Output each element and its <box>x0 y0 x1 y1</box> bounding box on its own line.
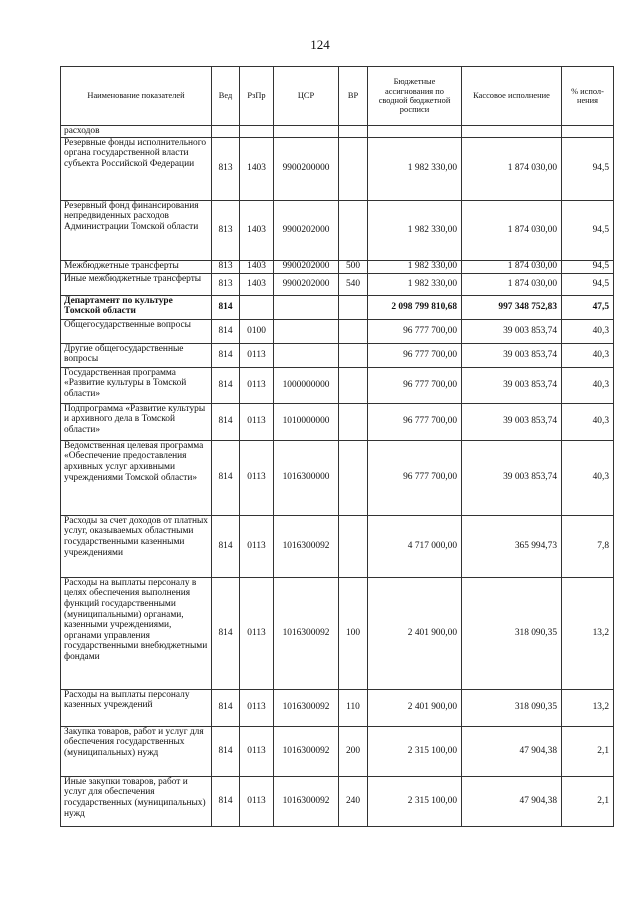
row-percent: 40,3 <box>562 343 614 367</box>
row-rzpr: 0113 <box>240 726 274 776</box>
table-row <box>61 295 614 319</box>
table-row <box>61 319 614 343</box>
row-percent: 7,8 <box>562 515 614 577</box>
row-percent: 94,5 <box>562 200 614 260</box>
row-ved <box>212 126 240 138</box>
row-csr: 1010000000 <box>274 403 339 440</box>
row-percent: 47,5 <box>562 295 614 319</box>
table-row <box>61 200 614 260</box>
row-ved: 814 <box>212 319 240 343</box>
row-rzpr: 0113 <box>240 689 274 726</box>
table-row <box>61 367 614 403</box>
header-percent: % испол-нения <box>562 67 614 126</box>
row-budget: 96 777 700,00 <box>368 319 462 343</box>
row-percent: 40,3 <box>562 403 614 440</box>
row-name: Подпрограмма «Развитие культуры и архивного дела в Томской области» <box>61 403 212 440</box>
row-name: Ведомственная целевая программа «Обеспечение предоставления архивных услуг архивными учреждениями Томской области» <box>61 440 212 515</box>
row-csr <box>274 343 339 367</box>
row-budget: 96 777 700,00 <box>368 440 462 515</box>
row-cash: 1 874 030,00 <box>462 200 562 260</box>
row-percent: 2,1 <box>562 776 614 826</box>
header-name: Наименование показателей <box>61 67 212 126</box>
row-rzpr: 1403 <box>240 260 274 273</box>
page-number: 124 <box>310 37 330 52</box>
row-rzpr: 0113 <box>240 367 274 403</box>
header-budget: Бюджетные ассигнования по сводной бюджетной росписи <box>368 67 462 126</box>
row-csr: 1016300092 <box>274 515 339 577</box>
row-csr: 1016300092 <box>274 577 339 689</box>
row-cash: 1 874 030,00 <box>462 137 562 200</box>
table-body <box>61 126 614 827</box>
header-vr: ВР <box>339 67 368 126</box>
row-vr <box>339 403 368 440</box>
row-ved: 814 <box>212 689 240 726</box>
row-name: Государственная программа «Развитие культуры в Томской области» <box>61 367 212 403</box>
row-ved: 814 <box>212 515 240 577</box>
row-rzpr <box>240 126 274 138</box>
row-cash: 39 003 853,74 <box>462 319 562 343</box>
row-name: расходов <box>61 126 212 138</box>
row-budget: 1 982 330,00 <box>368 137 462 200</box>
row-ved: 814 <box>212 577 240 689</box>
header-cash: Кассовое исполнение <box>462 67 562 126</box>
row-budget: 1 982 330,00 <box>368 273 462 295</box>
row-vr: 500 <box>339 260 368 273</box>
row-rzpr <box>240 295 274 319</box>
row-ved: 814 <box>212 295 240 319</box>
row-percent: 40,3 <box>562 319 614 343</box>
row-ved: 814 <box>212 776 240 826</box>
table-row <box>61 577 614 689</box>
row-name: Закупка товаров, работ и услуг для обеспечения государственных (муниципальных) нужд <box>61 726 212 776</box>
table-row <box>61 137 614 200</box>
row-cash: 997 348 752,83 <box>462 295 562 319</box>
table-row <box>61 689 614 726</box>
row-name: Иные межбюджетные трансферты <box>61 273 212 295</box>
row-vr <box>339 440 368 515</box>
row-percent: 13,2 <box>562 689 614 726</box>
row-vr <box>339 137 368 200</box>
row-csr: 1016300092 <box>274 689 339 726</box>
row-rzpr: 0113 <box>240 440 274 515</box>
table-row <box>61 776 614 826</box>
row-percent <box>562 126 614 138</box>
row-name: Департамент по культуре Томской области <box>61 295 212 319</box>
row-name: Другие общегосударственные вопросы <box>61 343 212 367</box>
row-budget: 96 777 700,00 <box>368 343 462 367</box>
header-rzpr: РзПр <box>240 67 274 126</box>
row-budget: 2 315 100,00 <box>368 776 462 826</box>
row-percent: 94,5 <box>562 273 614 295</box>
row-rzpr: 0113 <box>240 776 274 826</box>
row-csr: 9900202000 <box>274 200 339 260</box>
row-vr: 110 <box>339 689 368 726</box>
row-vr <box>339 295 368 319</box>
header-csr: ЦСР <box>274 67 339 126</box>
row-csr: 9900202000 <box>274 273 339 295</box>
row-csr: 1016300000 <box>274 440 339 515</box>
row-cash: 318 090,35 <box>462 577 562 689</box>
row-percent: 94,5 <box>562 260 614 273</box>
row-name: Резервные фонды исполнительного органа государственной власти субъекта Российской Федерации <box>61 137 212 200</box>
row-csr: 1016300092 <box>274 776 339 826</box>
row-cash: 365 994,73 <box>462 515 562 577</box>
table-row <box>61 343 614 367</box>
row-budget: 1 982 330,00 <box>368 260 462 273</box>
row-budget: 96 777 700,00 <box>368 403 462 440</box>
row-vr <box>339 367 368 403</box>
row-budget <box>368 126 462 138</box>
row-name: Расходы на выплаты персоналу казенных учреждений <box>61 689 212 726</box>
row-name: Межбюджетные трансферты <box>61 260 212 273</box>
row-csr: 1000000000 <box>274 367 339 403</box>
row-vr: 200 <box>339 726 368 776</box>
row-rzpr: 0113 <box>240 515 274 577</box>
table-row <box>61 440 614 515</box>
row-percent: 2,1 <box>562 726 614 776</box>
row-rzpr: 1403 <box>240 273 274 295</box>
row-vr <box>339 126 368 138</box>
row-ved: 813 <box>212 200 240 260</box>
row-percent: 40,3 <box>562 367 614 403</box>
row-budget: 96 777 700,00 <box>368 367 462 403</box>
row-cash: 1 874 030,00 <box>462 273 562 295</box>
row-name: Расходы за счет доходов от платных услуг, оказываемых областными государственными казенными учреждениями <box>61 515 212 577</box>
row-csr <box>274 126 339 138</box>
budget-table <box>60 66 614 827</box>
row-budget: 2 401 900,00 <box>368 577 462 689</box>
row-ved: 813 <box>212 137 240 200</box>
row-vr: 100 <box>339 577 368 689</box>
row-rzpr: 1403 <box>240 200 274 260</box>
row-csr <box>274 295 339 319</box>
row-rzpr: 0100 <box>240 319 274 343</box>
row-ved: 813 <box>212 273 240 295</box>
row-vr: 540 <box>339 273 368 295</box>
row-cash: 47 904,38 <box>462 776 562 826</box>
row-percent: 94,5 <box>562 137 614 200</box>
row-rzpr: 1403 <box>240 137 274 200</box>
row-budget: 4 717 000,00 <box>368 515 462 577</box>
row-budget: 2 401 900,00 <box>368 689 462 726</box>
row-rzpr: 0113 <box>240 577 274 689</box>
row-ved: 814 <box>212 440 240 515</box>
row-vr <box>339 515 368 577</box>
row-percent: 13,2 <box>562 577 614 689</box>
row-csr: 9900202000 <box>274 260 339 273</box>
table-header-row <box>61 67 614 126</box>
row-name: Иные закупки товаров, работ и услуг для обеспечения государственных (муниципальных) нужд <box>61 776 212 826</box>
row-name: Резервный фонд финансирования непредвиденных расходов Администрации Томской области <box>61 200 212 260</box>
header-ved: Вед <box>212 67 240 126</box>
row-cash: 39 003 853,74 <box>462 403 562 440</box>
row-name: Общегосударственные вопросы <box>61 319 212 343</box>
table-row <box>61 273 614 295</box>
row-vr <box>339 319 368 343</box>
row-vr: 240 <box>339 776 368 826</box>
table-row <box>61 126 614 138</box>
row-csr: 9900200000 <box>274 137 339 200</box>
table-row <box>61 260 614 273</box>
row-vr <box>339 200 368 260</box>
row-budget: 2 315 100,00 <box>368 726 462 776</box>
row-ved: 814 <box>212 403 240 440</box>
table-row <box>61 726 614 776</box>
row-name: Расходы на выплаты персоналу в целях обеспечения выполнения функций государственными (муниципальными) органами, казенными учреждениями, органами управления государственными внебюджетными фондами <box>61 577 212 689</box>
row-cash <box>462 126 562 138</box>
row-budget: 2 098 799 810,68 <box>368 295 462 319</box>
row-ved: 814 <box>212 726 240 776</box>
row-ved: 814 <box>212 343 240 367</box>
table-row <box>61 403 614 440</box>
row-cash: 1 874 030,00 <box>462 260 562 273</box>
row-csr: 1016300092 <box>274 726 339 776</box>
row-rzpr: 0113 <box>240 403 274 440</box>
row-cash: 39 003 853,74 <box>462 440 562 515</box>
row-budget: 1 982 330,00 <box>368 200 462 260</box>
row-ved: 814 <box>212 367 240 403</box>
row-cash: 39 003 853,74 <box>462 367 562 403</box>
row-vr <box>339 343 368 367</box>
row-cash: 39 003 853,74 <box>462 343 562 367</box>
table-row <box>61 515 614 577</box>
row-csr <box>274 319 339 343</box>
row-rzpr: 0113 <box>240 343 274 367</box>
row-cash: 318 090,35 <box>462 689 562 726</box>
row-cash: 47 904,38 <box>462 726 562 776</box>
row-ved: 813 <box>212 260 240 273</box>
row-percent: 40,3 <box>562 440 614 515</box>
